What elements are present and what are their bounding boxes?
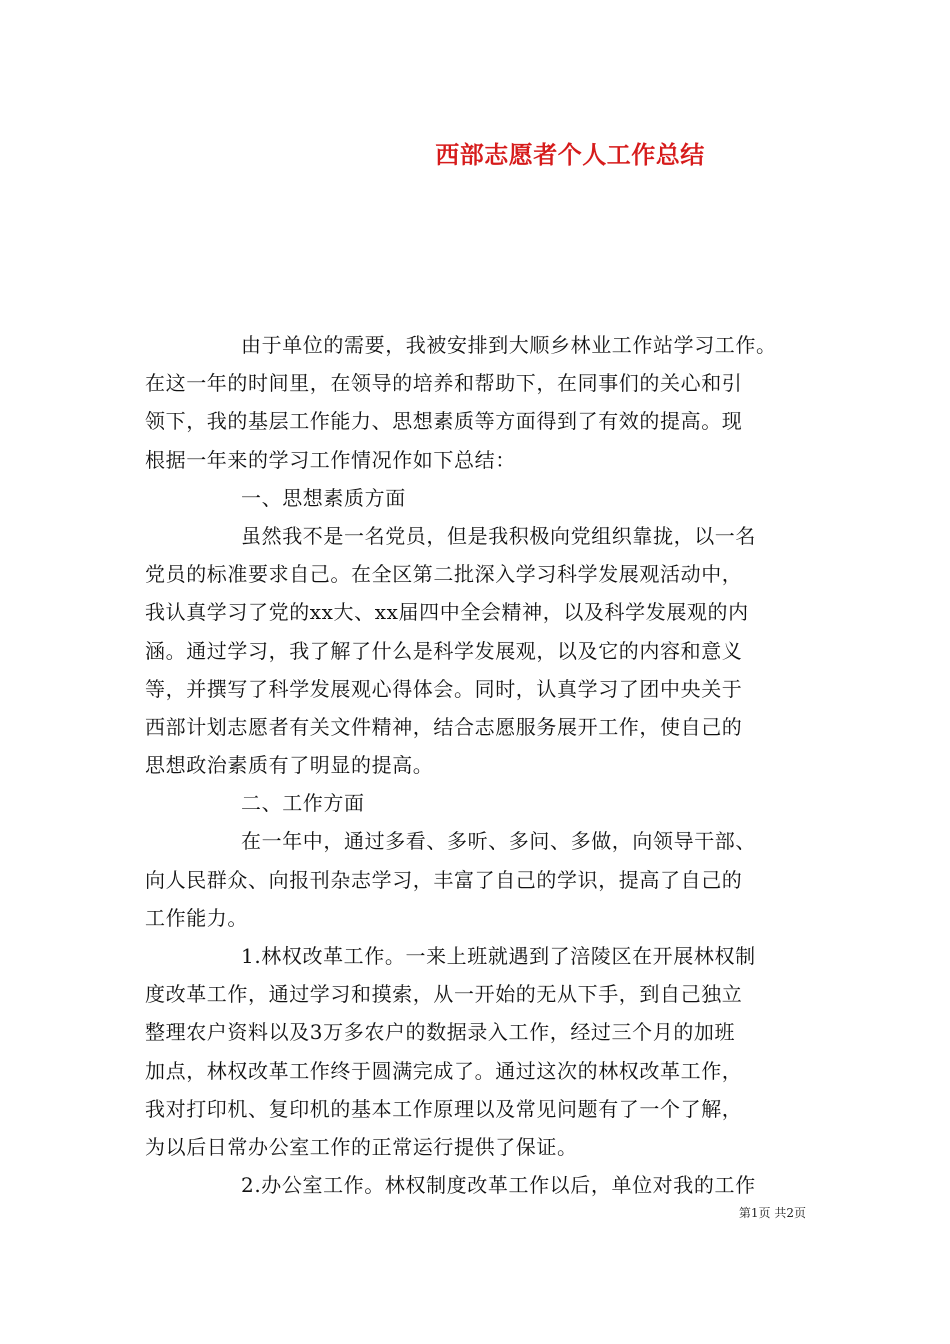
paragraph-line: 党员的标准要求自己。在全区第二批深入学习科学发展观活动中， — [145, 562, 743, 587]
paragraph-line: 根据一年来的学习工作情况作如下总结： — [145, 447, 516, 472]
section-heading: 二、工作方面 — [241, 791, 365, 816]
paragraph-line: 1.林权改革工作。一来上班就遇到了涪陵区在开展林权制 — [241, 944, 756, 968]
paragraph-line: 2.办公室工作。林权制度改革工作以后，单位对我的工作 — [241, 1173, 756, 1198]
paragraph-line: 领下，我的基层工作能力、思想素质等方面得到了有效的提高。现 — [145, 409, 743, 434]
paragraph-line: 西部计划志愿者有关文件精神，结合志愿服务展开工作，使自己的 — [145, 714, 743, 739]
paragraph-line: 我对打印机、复印机的基本工作原理以及常见问题有了一个了解， — [145, 1096, 743, 1121]
paragraph-line: 加点，林权改革工作终于圆满完成了。通过这次的林权改革工作， — [145, 1058, 743, 1083]
page-number: 第1页 共2页 — [738, 1206, 806, 1220]
paragraph-line: 我认真学习了党的xx大、xx届四中全会精神，以及科学发展观的内 — [145, 600, 749, 625]
paragraph-line: 为以后日常办公室工作的正常运行提供了保证。 — [145, 1134, 578, 1159]
paragraph-line: 由于单位的需要，我被安排到大顺乡林业工作站学习工作。 — [241, 333, 777, 357]
paragraph-line: 工作能力。 — [145, 905, 248, 930]
paragraph-line: 整理农户资料以及3万多农户的数据录入工作，经过三个月的加班 — [145, 1020, 736, 1045]
paragraph-line: 在这一年的时间里，在领导的培养和帮助下，在同事们的关心和引 — [145, 371, 743, 396]
document-title: 西部志愿者个人工作总结 — [435, 140, 705, 169]
paragraph-line: 等，并撰写了科学发展观心得体会。同时，认真学习了团中央关于 — [145, 676, 743, 701]
paragraph-line: 涵。通过学习，我了解了什么是科学发展观，以及它的内容和意义 — [145, 638, 743, 663]
paragraph-line: 在一年中，通过多看、多听、多问、多做，向领导干部、 — [241, 829, 756, 854]
paragraph-line: 向人民群众、向报刊杂志学习，丰富了自己的学识，提高了自己的 — [145, 867, 743, 892]
paragraph-line: 度改革工作，通过学习和摸索，从一开始的无从下手，到自己独立 — [145, 982, 743, 1007]
section-heading: 一、思想素质方面 — [241, 485, 406, 510]
paragraph-line: 思想政治素质有了明显的提高。 — [145, 753, 434, 778]
document-body — [145, 326, 813, 1204]
paragraph-line: 虽然我不是一名党员，但是我积极向党组织靠拢，以一名 — [241, 523, 756, 548]
